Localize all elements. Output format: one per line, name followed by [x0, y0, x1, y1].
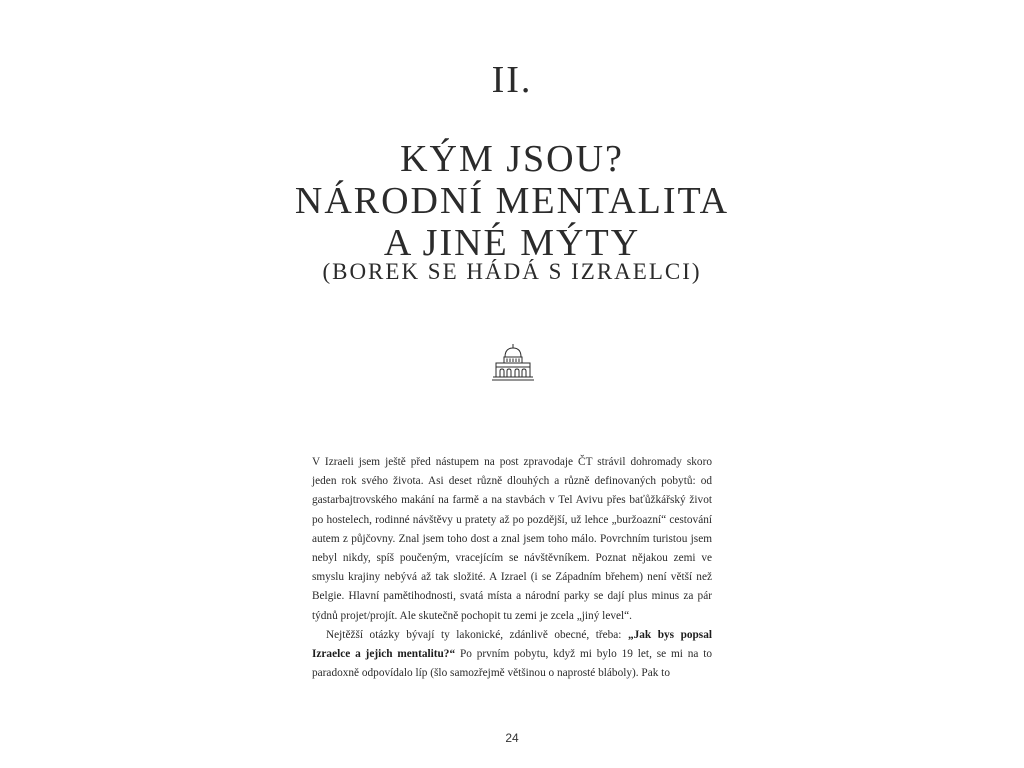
chapter-title-line: KÝM JSOU? [400, 138, 624, 180]
paragraph [312, 626, 712, 684]
chapter-title [0, 138, 1024, 264]
chapter-title-line: NÁRODNÍ MENTALITA [294, 180, 730, 222]
body-text [312, 453, 712, 683]
domed-building-icon [491, 343, 535, 383]
chapter-title-line: A JINÉ MÝTY [383, 222, 641, 264]
paragraph: V Izraeli jsem ještě před nástupem na post zpravodaje ČT strávil dohromady skoro jeden rok svého života. Asi deset různě dlouhých a různě definovaných pobytů: od gastarbajtrovského makání na farmě a na stavbách v Tel Avivu přes baťůžkářský život po hostelech, rodinné návštěvy u pratety až po pozdější, už lehce „buržoazní“ cestování autem z půjčovny. Znal jsem toho dost a znal jsem toho málo. Povrchním turistou jsem nebyl nikdy, spíš poučeným, vracejícím se návštěvníkem. Poznat nějakou zemi ve smyslu krajiny nebývá až tak složité. A Izrael (i se Západním břehem) není větší než Belgie. Hlavní pamětihodnosti, svatá místa a národní parky se dají plus minus za pár týdnů projet/projít. Ale skutečně pochopit tu zemi je zcela „jiný level“. [312, 456, 712, 622]
page-number: 24 [505, 731, 519, 745]
chapter-subtitle: (BOREK SE HÁDÁ S IZRAELCI) [322, 259, 702, 284]
paragraph-bold-question: „Jak bys popsal Izraelce a jejich mentalitu?“ [312, 628, 712, 661]
chapter-number: II. [491, 59, 533, 101]
paragraph-text: Po prvním pobytu, když mi bylo 19 let, se mi na to paradoxně odpovídalo líp (šlo samozřejmě většinou o naprosté bláboly). Pak to [312, 648, 712, 680]
paragraph-text: Nejtěžší otázky bývají ty lakonické, zdánlivě obecné, třeba: [326, 628, 628, 641]
